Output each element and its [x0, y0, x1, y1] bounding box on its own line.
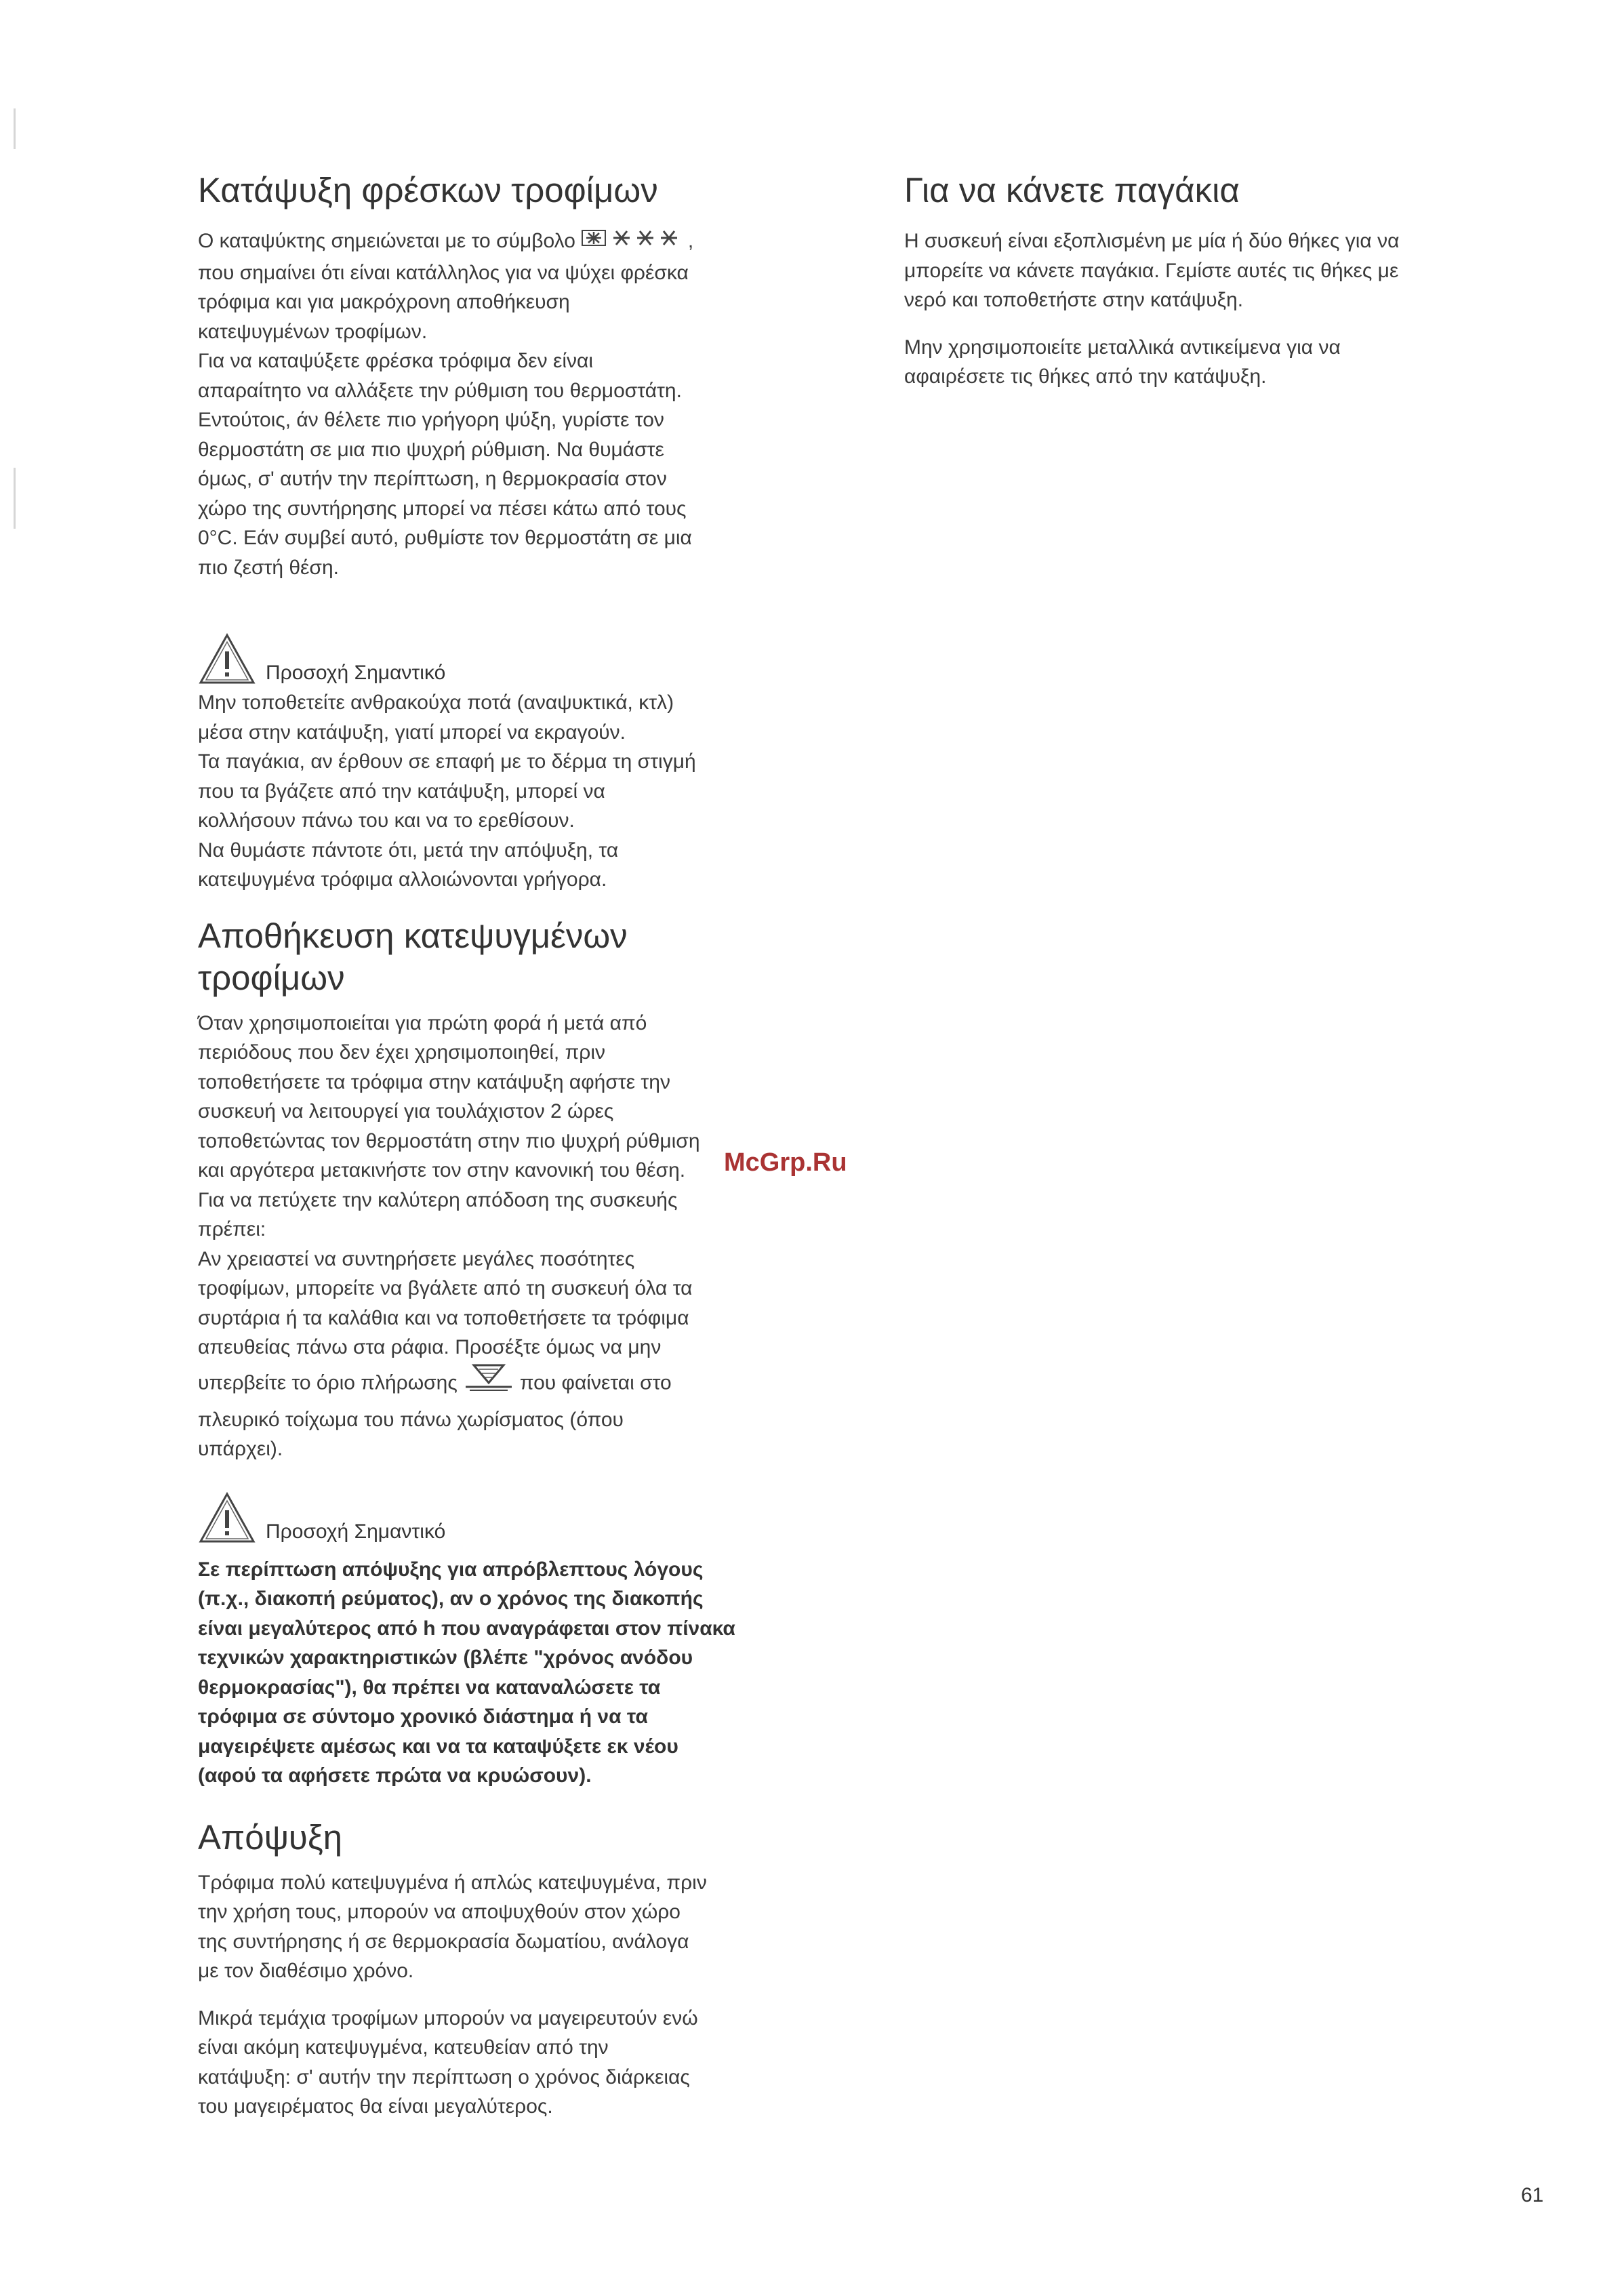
text-line: Να θυμάστε πάντοτε ότι, μετά την απόψυξη, τα: [198, 839, 619, 862]
text-line: Αν χρειαστεί να συντηρήσετε μεγάλες ποσότητες: [198, 1247, 635, 1270]
text-line: που τα βγάζετε από την κατάψυξη, μπορεί να: [198, 780, 605, 803]
text-line: Όταν χρησιμοποιείται για πρώτη φορά ή μετά από: [198, 1011, 647, 1034]
text-line: κατάψυξη: σ' αυτήν την περίπτωση ο χρόνος διάρκειας: [198, 2065, 690, 2088]
warning-triangle-icon: [198, 632, 256, 685]
text-line: πρέπει:: [198, 1218, 266, 1240]
text-line: συρτάρια ή τα καλάθια και να τοποθετήσετε τα τρόφιμα: [198, 1306, 689, 1329]
watermark: McGrp.Ru: [724, 1148, 847, 1177]
text-line: (π.χ., διακοπή ρεύματος), αν ο χρόνος της διακοπής: [198, 1588, 704, 1610]
text-line: μαγειρέψετε αμέσως και να τα καταψύξετε εκ νέου: [198, 1735, 678, 1758]
text-line: Τα παγάκια, αν έρθουν σε επαφή με το δέρμα τη στιγμή: [198, 750, 696, 773]
text-line: την χρήση τους, μπορούν να αποψυχθούν στον χώρο: [198, 1901, 681, 1923]
text-line: νερό και τοποθετήστε στην κατάψυξη.: [904, 289, 1244, 311]
text-line: απαραίτητο να αλλάξετε την ρύθμιση του θερμοστάτη.: [198, 379, 682, 402]
text-line: τρόφιμα και για μακρόχρονη αποθήκευση: [198, 291, 570, 313]
text-line: κατεψυγμένων τροφίμων.: [198, 320, 428, 343]
text-line: είναι μεγαλύτερος από h που αναγράφεται στον πίνακα: [198, 1617, 735, 1640]
text-line: τοποθετώντας τον θερμοστάτη στην πιο ψυχρή ρύθμιση: [198, 1129, 700, 1152]
text-line: πλευρικό τοίχωμα του πάνω χωρίσματος (όπου: [198, 1408, 624, 1431]
text-line: τεχνικών χαρακτηριστικών (βλέπε "χρόνος ανόδου: [198, 1646, 693, 1669]
text-line: με τον διαθέσιμο χρόνο.: [198, 1960, 414, 1982]
warning-triangle-icon: [198, 1491, 256, 1544]
warning-label: Προσοχή Σημαντικό: [266, 662, 446, 684]
fill-limit-icon: [463, 1362, 514, 1405]
right-column: [904, 169, 1548, 392]
text-line: Μικρά τεμάχια τροφίμων μπορούν να μαγειρευτούν ενώ: [198, 2006, 698, 2029]
text-line: του μαγειρέματος θα είναι μεγαλύτερος.: [198, 2095, 553, 2118]
text-line: Για να καταψύξετε φρέσκα τρόφιμα δεν είναι: [198, 350, 594, 372]
text-line: Μην χρησιμοποιείτε μεταλλικά αντικείμενα για να: [904, 336, 1341, 359]
text-line: συσκευή να λειτουργεί για τουλάχιστον 2 ώρες: [198, 1100, 614, 1123]
text-line: κολλήσουν πάνω του και να το ερεθίσουν.: [198, 809, 575, 832]
text-line: τοποθετήσετε τα τρόφιμα στην κατάψυξη αφήστε την: [198, 1070, 670, 1093]
text-line: περιόδους που δεν έχει χρησιμοποιηθεί, πριν: [198, 1041, 606, 1064]
text-line: Η συσκευή είναι εξοπλισμένη με μία ή δύο θήκες για να: [904, 230, 1400, 252]
text-line: Εντούτοις, άν θέλετε πιο γρήγορη ψύξη, γυρίστε τον: [198, 409, 664, 431]
text-line: υπάρχει).: [198, 1438, 283, 1460]
text-line: θερμοκρασίας"), θα πρέπει να καταναλώσετε τα: [198, 1676, 661, 1699]
text-line: Για να πετύχετε την καλύτερη απόδοση της συσκευής: [198, 1188, 678, 1211]
text-line: είναι ακόμη κατεψυγμένα, κατευθείαν από την: [198, 2036, 609, 2059]
text-line: τρόφιμα σε σύντομο χρονικό διάστημα ή να τα: [198, 1705, 648, 1728]
text-line: που σημαίνει ότι είναι κατάλληλος για να ψύχει φρέσκα: [198, 261, 689, 284]
warning-label: Προσοχή Σημαντικό: [266, 1520, 446, 1543]
text-line: χώρο της συντήρησης μπορεί να πέσει κάτω από τους: [198, 497, 687, 520]
text-line: μέσα στην κατάψυξη, γιατί μπορεί να εκραγούν.: [198, 721, 626, 744]
left-column: [198, 169, 835, 2122]
text-line: θερμοστάτη σε μια πιο ψυχρή ρύθμιση. Να θυμάστε: [198, 438, 664, 461]
text-line: της συντήρησης ή σε θερμοκρασία δωματίου, ανάλογα: [198, 1930, 689, 1953]
warning-header: [198, 632, 835, 685]
heading-frozen-storage: Αποθήκευση κατεψυγμένων τροφίμων: [198, 916, 628, 997]
warning-header: [198, 1491, 835, 1544]
heading-ice-cubes: Για να κάνετε παγάκια: [904, 171, 1240, 209]
text-line: υπερβείτε το όριο πλήρωσης που φαίνεται στο: [198, 1362, 835, 1405]
scan-artifact-mid: [14, 468, 16, 529]
page-number: 61: [1521, 2184, 1544, 2206]
text-line: τροφίμων, μπορείτε να βγάλετε από τη συσκευή όλα τα: [198, 1277, 693, 1299]
warning-bold-text: [198, 1555, 835, 1791]
text-line: όμως, σ' αυτήν την περίπτωση, η θερμοκρασία στον: [198, 468, 667, 490]
text-line: πιο ζεστή θέση.: [198, 556, 339, 579]
four-star-freezer-icon: [581, 226, 683, 258]
text-line: απευθείας πάνω στα ράφια. Προσέξτε όμως να μην: [198, 1336, 662, 1358]
text-line: και αργότερα μετακινήστε τον στην κανονική του θέση.: [198, 1159, 686, 1181]
text-line: κατεψυγμένα τρόφιμα αλλοιώνονται γρήγορα.: [198, 868, 607, 891]
text-line: Σε περίπτωση απόψυξης για απρόβλεπτους λόγους: [198, 1558, 704, 1581]
text-line: 0°C. Εάν συμβεί αυτό, ρυθμίστε τον θερμοστάτη σε μια: [198, 527, 692, 549]
scan-artifact-top: [14, 108, 16, 149]
heading-fresh-freezing: Κατάψυξη φρέσκων τροφίμων: [198, 171, 658, 209]
heading-defrosting: Απόψυξη: [198, 1817, 343, 1857]
text-line: Τρόφιμα πολύ κατεψυγμένα ή απλώς κατεψυγμένα, πριν: [198, 1871, 707, 1894]
text-line: μπορείτε να κάνετε παγάκια. Γεμίστε αυτές τις θήκες με: [904, 259, 1399, 282]
text-line: (αφού τα αφήσετε πρώτα να κρυώσουν).: [198, 1764, 592, 1787]
text-line: αφαιρέσετε τις θήκες από την κατάψυξη.: [904, 365, 1267, 388]
text-line: Ο καταψύκτης σημειώνεται με το σύμβολο ,: [198, 226, 835, 258]
text-line: Μην τοποθετείτε ανθρακούχα ποτά (αναψυκτικά, κτλ): [198, 691, 674, 714]
